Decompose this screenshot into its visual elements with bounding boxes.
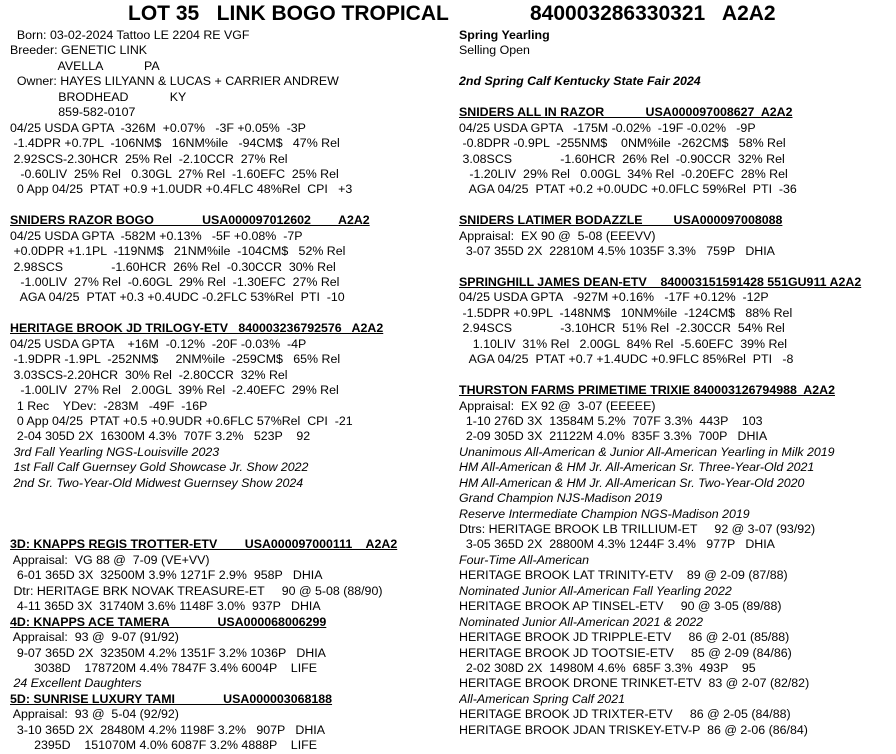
right-line: 2.94SCS -3.10HCR 51% Rel -2.30CCR 54% Rel [459,321,785,336]
right-line: 04/25 USDA GPTA -927M +0.16% -17F +0.12% -12P [459,290,769,305]
right-line: 1.10LIV 31% Rel 2.00GL 84% Rel -5.60EFC 39% Rel [459,336,788,351]
right-line: 2-02 308D 2X 14980M 4.6% 685F 3.3% 493P 95 [459,660,756,675]
right-line: SPRINGHILL JAMES DEAN-ETV 840003151591428 551GU911 A2A2 [459,275,862,289]
right-line: THURSTON FARMS PRIMETIME TRIXIE 840003126794988 A2A2 [459,383,835,398]
left-line: 04/25 USDA GPTA -582M +0.13% -5F +0.08% -7P [10,228,303,243]
left-column [10,28,450,754]
registration-title: 840003286330321 A2A2 [530,2,776,25]
left-line: 4-11 365D 3X 31740M 3.6% 1148F 3.0% 937P DHIA [10,599,321,614]
left-line: 3rd Fall Yearling NGS-Louisville 2023 [10,444,220,459]
left-line: SNIDERS RAZOR BOGO USA000097012602 A2A2 [10,213,370,228]
right-line: SNIDERS ALL IN RAZOR USA000097008627 A2A2 [459,105,793,120]
left-line: Appraisal: 93 @ 9-07 (91/92) [10,630,179,645]
left-line: -1.4DPR +0.7PL -106NM$ 16NM%ile -94CM$ 47% Rel [10,136,340,151]
left-line: Breeder: GENETIC LINK [10,43,148,58]
left-line: 04/25 USDA GPTA +16M -0.12% -20F -0.03% -4P [10,336,307,351]
left-line: HERITAGE BROOK JD TRILOGY-ETV 840003236792576 A2A2 [10,321,384,336]
left-line: 6-01 365D 3X 32500M 3.9% 1271F 2.9% 958P DHIA [10,568,323,583]
right-line: 3.08SCS -1.60HCR 26% Rel -0.90CCR 32% Rel [459,151,785,166]
left-line: 5D: SUNRISE LUXURY TAMI USA000003068188 [10,691,333,706]
left-line: AGA 04/25 PTAT +0.3 +0.4UDC -0.2FLC 53%Rel PTI -10 [10,290,345,305]
right-line: 3-05 365D 2X 28800M 4.3% 1244F 3.4% 977P DHIA [459,537,775,552]
right-line: HERITAGE BROOK JDAN TRISKEY-ETV-P 86 @ 2-06 (86/84) [459,722,808,737]
left-line: +0.0DPR +1.1PL -119NM$ 21NM%ile -104CM$ 52% Rel [10,244,346,259]
left-line: 9-07 365D 2X 32350M 4.2% 1351F 3.2% 1036P DHIA [10,645,326,660]
right-line [459,59,891,74]
right-line: 3-07 355D 2X 22810M 4.5% 1035F 3.3% 759P DHIA [459,244,775,259]
right-line [459,260,891,275]
right-line [459,368,891,383]
right-line: HM All-American & HM Jr. All-American Sr. Three-Year-Old 2021 [459,460,815,475]
right-line: HERITAGE BROOK AP TINSEL-ETV 90 @ 3-05 (89/88) [459,599,782,614]
left-line: 2395D 151070M 4.0% 6087F 3.2% 4888P LIFE [10,738,317,753]
right-line: -1.20LIV 29% Rel 0.00GL 34% Rel -0.20EFC 28% Rel [459,166,788,181]
left-line: 2.92SCS-2.30HCR 25% Rel -2.10CCR 27% Rel [10,151,288,166]
right-line: Appraisal: EX 90 @ 5-08 (EEEVV) [459,228,656,243]
left-line: -0.60LIV 25% Rel 0.30GL 27% Rel -1.60EFC 25% Rel [10,166,339,181]
right-line: HM All-American & HM Jr. All-American Sr. Two-Year-Old 2020 [459,475,805,490]
left-line: AVELLA PA [10,58,160,73]
right-line: 04/25 USDA GPTA -175M -0.02% -19F -0.02% -9P [459,120,756,135]
left-line [10,522,450,537]
right-line: Nominated Junior All-American 2021 & 2022 [459,614,704,629]
right-line: Reserve Intermediate Champion NGS-Madison 2019 [459,506,750,521]
right-line [459,198,891,213]
left-line: Appraisal: 93 @ 5-04 (92/92) [10,707,179,722]
right-line: 1-10 276D 3X 13584M 5.2% 707F 3.3% 443P 103 [459,413,763,428]
right-line: HERITAGE BROOK JD TRIPPLE-ETV 86 @ 2-01 (85/88) [459,630,790,645]
left-line: 2nd Sr. Two-Year-Old Midwest Guernsey Show 2024 [10,475,304,490]
right-line: AGA 04/25 PTAT +0.2 +0.0UDC +0.0FLC 59%Rel PTI -36 [459,182,797,197]
right-line: -0.8DPR -0.9PL -255NM$ 0NM%ile -262CM$ 58% Rel [459,136,786,151]
left-line: 4D: KNAPPS ACE TAMERA USA000068006299 [10,614,327,629]
right-line: Spring Yearling [459,28,550,42]
right-line: SNIDERS LATIMER BODAZZLE USA000097008088 [459,213,783,228]
left-line: Born: 03-02-2024 Tattoo LE 2204 RE VGF [10,28,250,42]
left-line: -1.9DPR -1.9PL -252NM$ 2NM%ile -259CM$ 65% Rel [10,352,341,367]
left-line: 3-10 365D 2X 28480M 4.2% 1198F 3.2% 907P DHIA [10,722,326,737]
left-line: Appraisal: VG 88 @ 7-09 (VE+VV) [10,552,210,567]
left-line: 3038D 178720M 4.4% 7847F 3.4% 6004P LIFE [10,660,317,675]
left-line: 3D: KNAPPS REGIS TROTTER-ETV USA000097000111 A2A2 [10,537,398,552]
left-line [10,491,450,506]
left-line: 1st Fall Calf Guernsey Gold Showcase Jr. Show 2022 [10,460,309,475]
left-line: BRODHEAD KY [10,89,187,104]
left-line: 3.03SCS-2.20HCR 30% Rel -2.80CCR 32% Rel [10,367,288,382]
left-line: 24 Excellent Daughters [10,676,142,691]
right-line: HERITAGE BROOK JD TRIXTER-ETV 86 @ 2-05 (84/88) [459,707,791,722]
right-line: HERITAGE BROOK JD TOOTSIE-ETV 85 @ 2-09 (84/86) [459,645,792,660]
right-line: Dtrs: HERITAGE BROOK LB TRILLIUM-ET 92 @ 3-07 (93/92) [459,522,816,536]
right-line: Appraisal: EX 92 @ 3-07 (EEEEE) [459,398,656,413]
left-line: -1.00LIV 27% Rel -0.60GL 29% Rel -1.30EFC 27% Rel [10,275,340,289]
left-line: 0 App 04/25 PTAT +0.5 +0.9UDR +0.6FLC 57%Rel CPI -21 [10,413,353,428]
left-line: 2-04 305D 2X 16300M 4.3% 707F 3.2% 523P 92 [10,429,311,444]
right-line: Selling Open [459,43,530,58]
right-line: All-American Spring Calf 2021 [459,691,625,706]
right-line: 2nd Spring Calf Kentucky State Fair 2024 [459,74,701,89]
right-line: Nominated Junior All-American Fall Yearling 2022 [459,583,732,598]
right-line: HERITAGE BROOK DRONE TRINKET-ETV 83 @ 2-07 (82/82) [459,676,810,691]
left-line: 04/25 USDA GPTA -326M +0.07% -3F +0.05% -3P [10,120,306,135]
left-line: Dtr: HERITAGE BRK NOVAK TREASURE-ET 90 @ 5-08 (88/90) [10,583,383,598]
left-line: 2.98SCS -1.60HCR 26% Rel -0.30CCR 30% Rel [10,259,336,274]
right-line [459,90,891,105]
left-line: Owner: HAYES LILYANN & LUCAS + CARRIER ANDREW [10,74,339,89]
right-line: Grand Champion NJS-Madison 2019 [459,491,663,506]
right-line: Unanimous All-American & Junior All-American Yearling in Milk 2019 [459,444,835,459]
lot-title: LOT 35 LINK BOGO TROPICAL [128,2,449,25]
left-line [10,198,450,213]
right-line: AGA 04/25 PTAT +0.7 +1.4UDC +0.9FLC 85%Rel PTI -8 [459,352,794,367]
right-line: HERITAGE BROOK LAT TRINITY-ETV 89 @ 2-09 (87/88) [459,568,788,583]
left-line: 859-582-0107 [10,105,136,120]
left-line [10,507,450,522]
right-line: -1.5DPR +0.9PL -148NM$ 10NM%ile -124CM$ 88% Rel [459,305,793,320]
left-line: 1 Rec YDev: -283M -49F -16P [10,398,208,413]
right-line: Four-Time All-American [459,552,590,567]
right-column [459,28,891,738]
left-line: 0 App 04/25 PTAT +0.9 +1.0UDR +0.4FLC 48%Rel CPI +3 [10,182,353,197]
right-line: 2-09 305D 3X 21122M 4.0% 835F 3.3% 700P DHIA [459,429,768,444]
left-line [10,306,450,321]
left-line: -1.00LIV 27% Rel 2.00GL 39% Rel -2.40EFC 29% Rel [10,383,339,398]
